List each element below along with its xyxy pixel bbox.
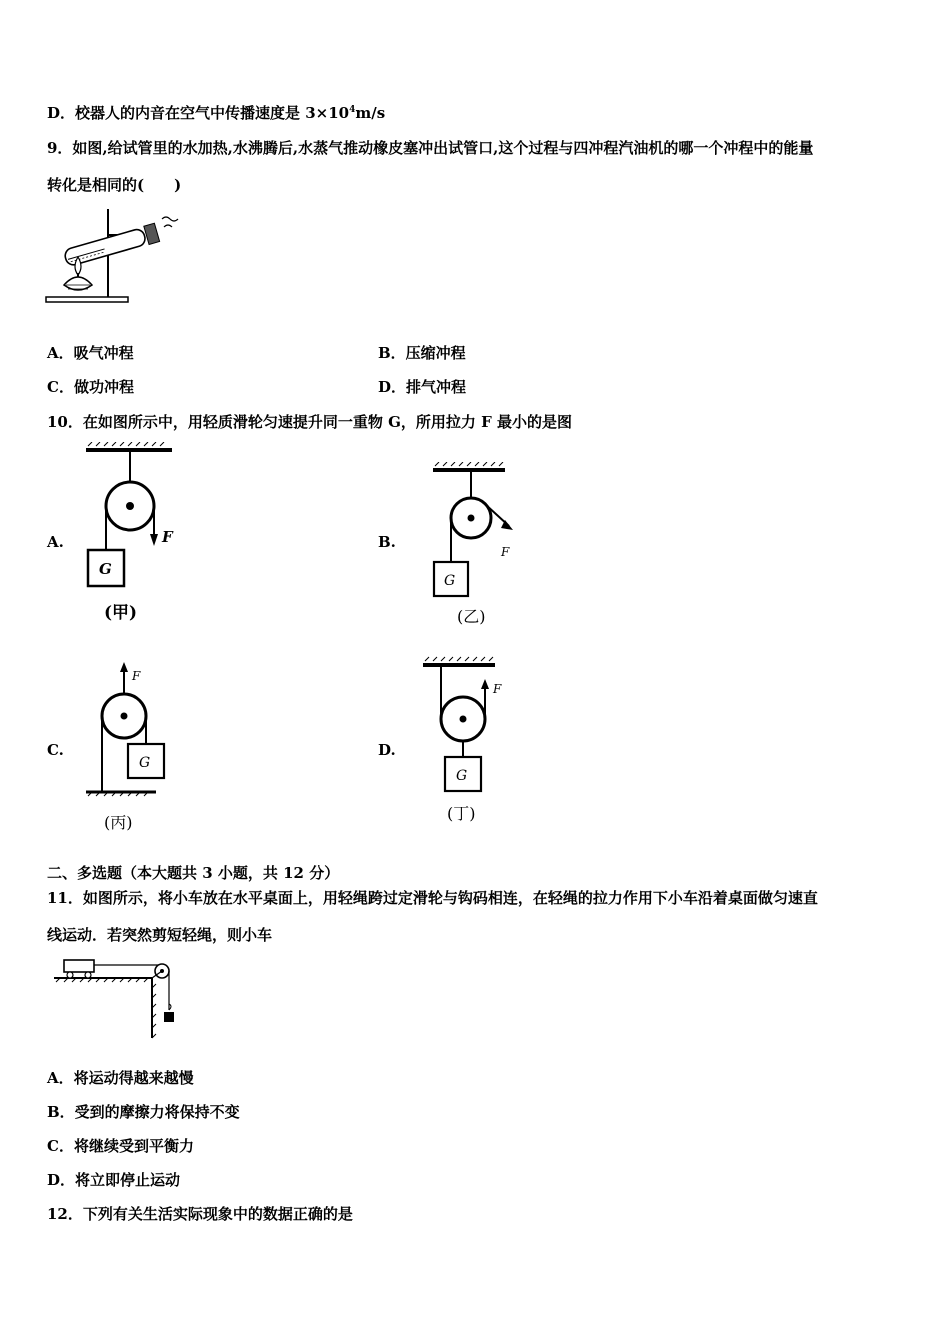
cart-pulley-figure bbox=[52, 952, 192, 1042]
q9-option-d: D．排气冲程 bbox=[378, 378, 467, 396]
q9-option-c: C．做功冲程 bbox=[47, 378, 134, 396]
q9-stem-line1: 9．如图,给试管里的水加热,水沸腾后,水蒸气推动橡皮塞冲出试管口,这个过程与四冲程汽油机的哪一个冲程中的能量 bbox=[47, 139, 814, 157]
test-tube-heating-figure bbox=[44, 205, 179, 307]
q10-letter-a: A. bbox=[47, 533, 64, 551]
q10-letter-c: C. bbox=[47, 741, 64, 759]
yi-caption: (乙) bbox=[457, 607, 486, 626]
q12-stem: 12．下列有关生活实际现象中的数据正确的是 bbox=[47, 1205, 353, 1223]
pulley-figure-bing bbox=[80, 660, 190, 835]
q8-option-d: D．校器人的内音在空气中传播速度是 $3\times 10^4m/s$ bbox=[47, 104, 386, 122]
bing-caption: (丙) bbox=[104, 813, 133, 832]
q11-stem-line2: 线运动．若突然剪短轻绳，则小车 bbox=[47, 926, 273, 944]
section2-heading: 二、多选题（本大题共 3 小题，共 12 分） bbox=[47, 864, 340, 882]
yi-force-label: F bbox=[501, 545, 510, 559]
yi-weight-label: G bbox=[444, 573, 456, 589]
ding-caption: (丁) bbox=[447, 804, 476, 823]
ding-force-label: F bbox=[493, 682, 502, 696]
pulley-figure-yi bbox=[425, 462, 535, 632]
bing-weight-label: G bbox=[139, 755, 151, 771]
bing-force-label: F bbox=[132, 669, 141, 683]
q9-option-b: B．压缩冲程 bbox=[378, 344, 466, 362]
jia-weight-label: G bbox=[99, 560, 112, 578]
q11-stem-line1: 11．如图所示，将小车放在水平桌面上，用轻绳跨过定滑轮与钩码相连，在轻绳的拉力作用下小车沿着桌面做匀速直 bbox=[47, 889, 818, 907]
jia-force-label: F bbox=[162, 528, 173, 546]
pulley-figure-ding bbox=[415, 655, 530, 830]
ding-weight-label: G bbox=[456, 768, 468, 784]
q11-option-a: A．将运动得越来越慢 bbox=[47, 1069, 194, 1087]
pulley-figure-jia bbox=[80, 442, 190, 627]
q9-stem-line2: 转化是相同的( ) bbox=[47, 176, 182, 194]
q10-stem: 10．在如图所示中，用轻质滑轮匀速提升同一重物 G，所用拉力 F 最小的是图 bbox=[47, 413, 573, 431]
q10-letter-b: B. bbox=[378, 533, 396, 551]
q9-option-a: A．吸气冲程 bbox=[47, 344, 134, 362]
q11-option-c: C．将继续受到平衡力 bbox=[47, 1137, 194, 1155]
q11-option-d: D．将立即停止运动 bbox=[47, 1171, 181, 1189]
q10-letter-d: D. bbox=[378, 741, 396, 759]
q11-option-b: B．受到的摩擦力将保持不变 bbox=[47, 1103, 240, 1121]
jia-caption: (甲) bbox=[104, 603, 138, 623]
